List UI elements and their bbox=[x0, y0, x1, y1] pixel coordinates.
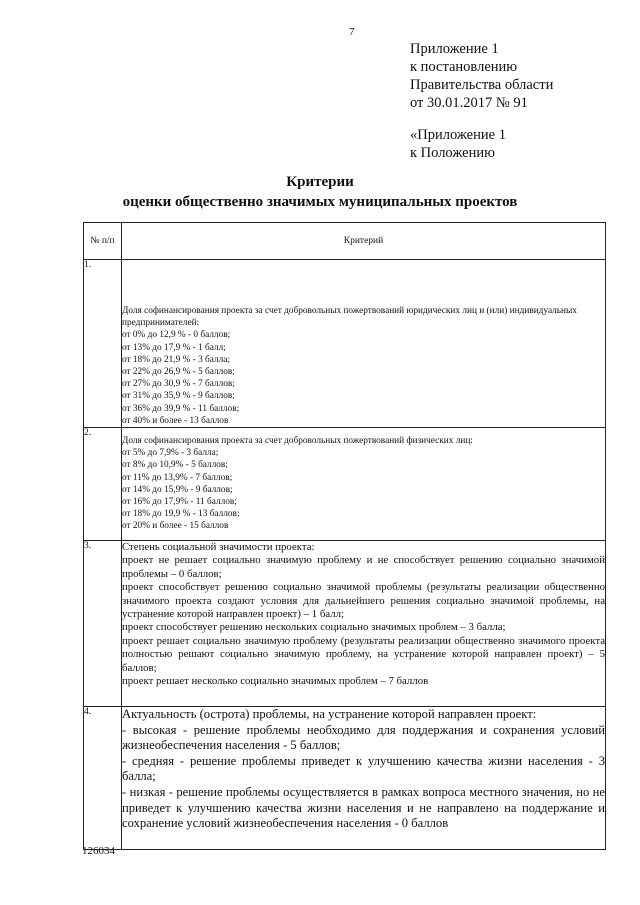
criterion-line: от 20% и более - 15 баллов bbox=[122, 521, 229, 532]
document-title: Критерии bbox=[286, 174, 354, 190]
criterion-line: от 36% до 39,9 % - 11 баллов; bbox=[122, 403, 240, 414]
criterion-line: от 16% до 17,9% - 11 баллов; bbox=[122, 497, 237, 508]
criterion-line: Доля софинансирования проекта за счет добровольных пожертвований физических лиц: bbox=[122, 436, 473, 447]
criterion-line: проект решает социально значимую проблему (результаты реализации общественно значимого проекта полностью решают социально значимую проблему, на устранение которой направлен проект) – 5 баллов; bbox=[122, 634, 605, 674]
table-row bbox=[84, 707, 606, 850]
criterion-line: Доля софинансирования проекта за счет добровольных пожертвований юридических лиц и (или) индивидуальных предпринимателей: bbox=[122, 306, 577, 329]
table-row bbox=[84, 541, 606, 707]
row-number: 1. bbox=[84, 260, 122, 428]
criterion-line: от 27% до 30,9 % - 7 баллов; bbox=[122, 379, 235, 390]
appendix-line: Правительства области bbox=[410, 77, 554, 93]
appendix-line: к постановлению bbox=[410, 59, 518, 75]
document-subtitle: оценки общественно значимых муниципальных проектов bbox=[122, 194, 518, 210]
row-number: 4. bbox=[84, 707, 122, 850]
criterion-line: проект решает несколько социально значимых проблем – 7 баллов bbox=[122, 675, 429, 688]
criterion-line: от 22% до 26,9 % - 5 баллов; bbox=[122, 367, 235, 378]
criterion-line: от 14% до 15,9% - 9 баллов; bbox=[122, 484, 233, 495]
criterion-line: от 18% до 19,9 % - 13 баллов; bbox=[122, 509, 240, 520]
appendix-regulation-block bbox=[410, 126, 506, 162]
appendix-line: Приложение 1 bbox=[410, 41, 499, 57]
appendix-line: «Приложение 1 bbox=[410, 127, 506, 143]
header-criterion: Критерий bbox=[122, 223, 606, 260]
criterion-line: от 8% до 10,9% - 5 баллов; bbox=[122, 460, 228, 471]
table-row bbox=[84, 260, 606, 428]
criterion-line: Степень социальной значимости проекта: bbox=[122, 541, 315, 554]
appendix-line: от 30.01.2017 № 91 bbox=[410, 95, 528, 111]
criterion-cell bbox=[122, 260, 606, 428]
criterion-line: - высокая - решение проблемы необходимо для поддержания и сохранения условий жизнеобеспечения населения - 5 баллов; bbox=[122, 722, 605, 753]
criterion-line: проект способствует решению нескольких социально значимых проблем – 3 балла; bbox=[122, 621, 506, 634]
criterion-line: проект способствует решению социально значимой проблемы (результаты реализации общественно значимого проекта создают условия для дальнейшего решения социально значимой проблемы, на устранение которой направлен проект) – 1 балл; bbox=[122, 581, 605, 621]
criterion-line: от 18% до 21,9 % - 3 балла; bbox=[122, 354, 230, 365]
criterion-line: от 11% до 13,9% - 7 баллов; bbox=[122, 472, 233, 483]
criterion-cell bbox=[122, 707, 606, 850]
header-num: № п/п bbox=[84, 223, 122, 260]
criterion-line: - низкая - решение проблемы осуществляется в рамках вопроса местного значения, но не приведет к улучшению качества жизни населения и не направлено на поддержание и сохранение условий жизнеобеспечения населения - 0 баллов bbox=[122, 785, 605, 831]
criterion-line: от 40% и более - 13 баллов bbox=[122, 415, 229, 426]
row-number: 2. bbox=[84, 428, 122, 541]
criterion-line: - средняя - решение проблемы приведет к улучшению качества жизни населения - 3 балла; bbox=[122, 753, 605, 784]
table-row bbox=[84, 428, 606, 541]
page-number: 7 bbox=[349, 26, 355, 38]
criterion-line: от 13% до 17,9 % - 1 балл; bbox=[122, 342, 226, 353]
criteria-table bbox=[83, 222, 606, 850]
criterion-line: проект не решает социально значимую проблему и не способствует решению социально значимой проблемы – 0 баллов; bbox=[122, 554, 605, 580]
appendix-block bbox=[410, 40, 553, 112]
criterion-line: Актуальность (острота) проблемы, на устранение которой направлен проект: bbox=[122, 707, 537, 722]
row-number: 3. bbox=[84, 541, 122, 707]
table-header-row bbox=[84, 223, 606, 260]
criterion-line: от 31% до 35,9 % - 9 баллов; bbox=[122, 391, 235, 402]
criterion-line: от 5% до 7,9% - 3 балла; bbox=[122, 448, 219, 459]
criterion-cell bbox=[122, 428, 606, 541]
appendix-line: к Положению bbox=[410, 145, 495, 161]
criterion-line: от 0% до 12,9 % - 0 баллов; bbox=[122, 330, 231, 341]
footer-code: 126034 bbox=[82, 845, 115, 857]
criterion-cell bbox=[122, 541, 606, 707]
